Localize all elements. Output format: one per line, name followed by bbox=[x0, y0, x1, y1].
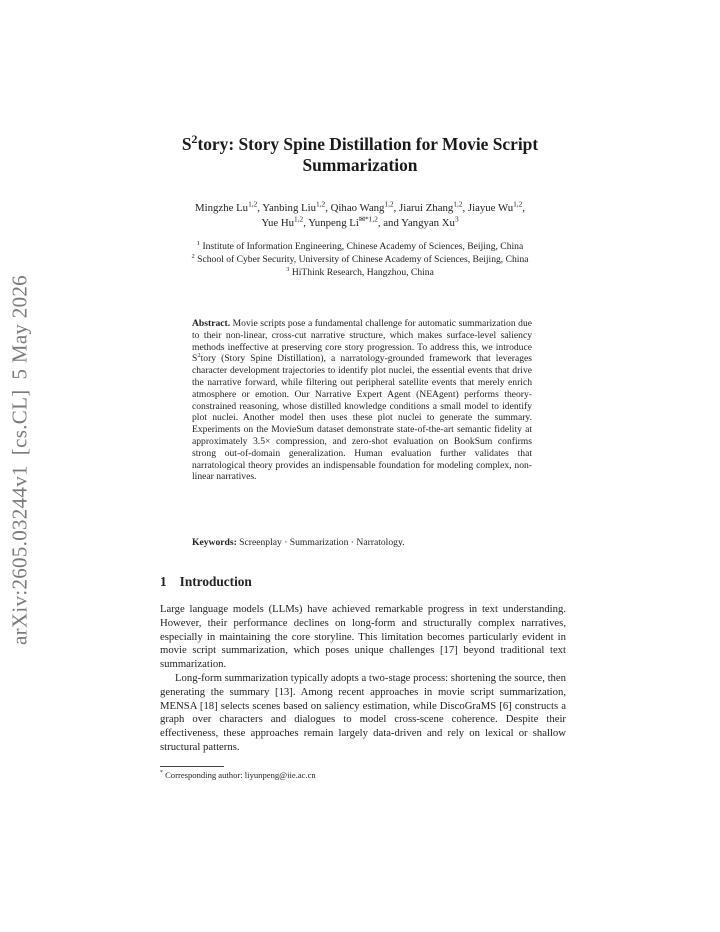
footnote: * Corresponding author: liyunpeng@iie.ac.cn bbox=[160, 770, 316, 780]
paragraph: Large language models (LLMs) have achieved remarkable progress in text understanding. However, their performance declines on long-form and structurally complex narratives, especially in maintaining the core storyline. This limitation becomes particularly evident in movie script summarization, which poses unique challenges [17] beyond traditional text summarization. bbox=[160, 603, 566, 671]
arxiv-date: 5 May 2026 bbox=[7, 275, 32, 380]
footnote-rule bbox=[160, 766, 224, 767]
author: Yangyan Xu$^3$ bbox=[401, 214, 459, 229]
abstract-label: Abstract. bbox=[192, 318, 231, 329]
author: Mingzhe Lu$^{1,2}$ bbox=[195, 199, 258, 214]
keywords: Keywords: Screenplay · Summarization · Narratology. bbox=[192, 537, 405, 548]
author: Yunpeng $Li^{✉*1,2}$ bbox=[308, 214, 378, 229]
arxiv-category: [cs.CL] bbox=[7, 389, 32, 456]
author-list: Mingzhe Lu$^{1,2}$, Yanbing Liu$^{1,2}$, Qihao Wang$^{1,2}$, Jiarui Zhang$^{1,2}$, Jiayue Wu$^{1,2}$, Yue Hu$^{1,2}$, Yunpeng $Li^{✉*1,2}$, and Yangyan Xu$^3$ bbox=[195, 199, 525, 229]
paper-title: $S^2tory$: Story Spine Distillation for Movie Script Summarization bbox=[181, 132, 539, 175]
affiliation: $^3$ HiThink Research, Hangzhou, China bbox=[286, 265, 434, 278]
section-number: 1 bbox=[160, 574, 167, 589]
author: Jiarui Zhang$^{1,2}$ bbox=[399, 199, 463, 214]
keywords-label: Keywords: bbox=[192, 537, 237, 548]
body-text bbox=[160, 603, 566, 755]
author: Jiayue Wu$^{1,2}$ bbox=[467, 199, 523, 214]
affiliation: $^1$ Institute of Information Engineering, Chinese Academy of Sciences, Beijing, China bbox=[196, 239, 524, 252]
paragraph: Long-form summarization typically adopts a two-stage process: shortening the source, then generating the summary [13]. Among recent approaches in movie script summarization, MENSA [18] selects scenes based on saliency estimation, while DiscoGraMS [6] constructs a graph over characters and dialogues to model cross-scene coherence. Despite their effectiveness, these approaches remain largely data-driven and rely on lexical or shallow structural patterns. bbox=[160, 671, 566, 753]
section-heading bbox=[160, 574, 570, 590]
author: Yanbing Liu$^{1,2}$ bbox=[262, 199, 326, 214]
author: Qihao Wang$^{1,2}$ bbox=[330, 199, 394, 214]
arxiv-id: arXiv:2605.03244v1 bbox=[7, 465, 32, 645]
arxiv-sidebar-stamp bbox=[8, 265, 33, 645]
affiliation: $^2$ School of Cyber Security, University of Chinese Academy of Sciences, Beijing, China bbox=[191, 252, 529, 265]
abstract: Abstract. Movie scripts pose a fundamental challenge for automatic summarization due to their non-linear, cross-cut narrative structure, which makes surface-level saliency methods ineffective at preserving core story progression. To address this, we introduce $S^2tory$ (Story Spine Distillation), a narratology-grounded framework that leverages character development trajectories to identify plot nuclei, the essential events that drive the narrative forward, while filtering out peripheral satellite events that merely enrich atmosphere or emotion. Our Narrative Expert Agent (NEAgent) performs theory-constrained reasoning, whose distilled knowledge conditions a small model to identify plot nuclei. Another model then uses these plot nuclei to generate the summary. Experiments on the MovieSum dataset demonstrate state-of-the-art semantic fidelity at approximately 3.5× compression, and zero-shot evaluation on BookSum confirms strong out-of-domain generalization. Human evaluation further validates that narratological theory provides an indispensable foundation for modeling complex, non-linear narratives. bbox=[192, 318, 533, 483]
author: Yue Hu$^{1,2}$ bbox=[261, 214, 304, 229]
affiliations bbox=[150, 240, 570, 279]
section-title: Introduction bbox=[179, 574, 252, 589]
